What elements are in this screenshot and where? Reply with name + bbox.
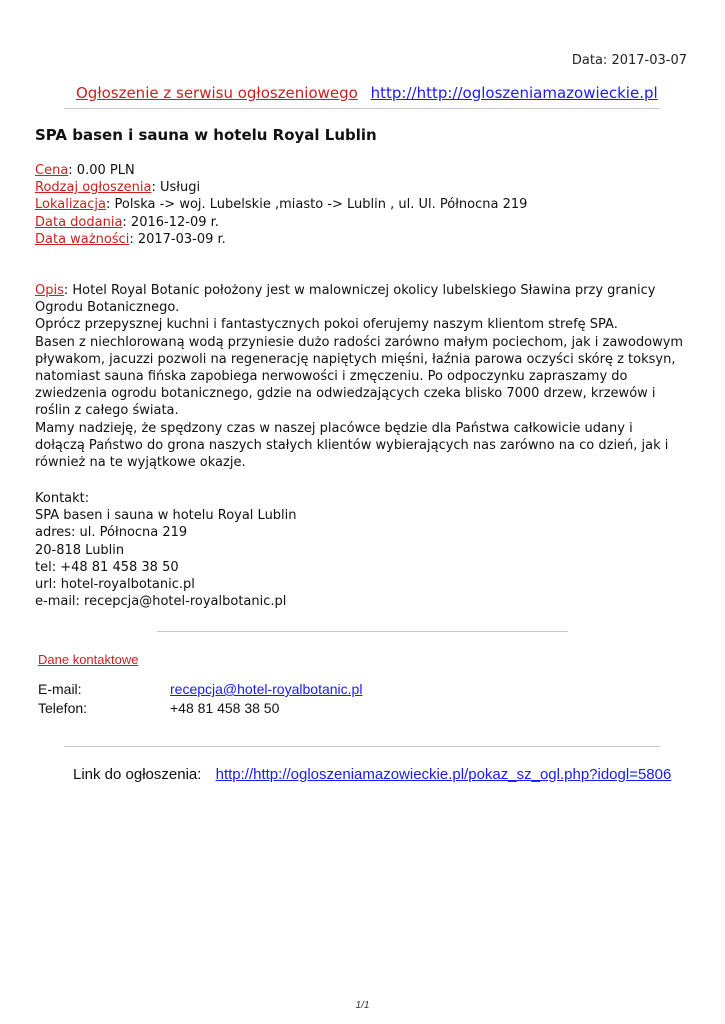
- ad-link-row: [73, 766, 671, 783]
- source-url-link[interactable]: http://http://ogloszeniamazowieckie.pl: [370, 84, 658, 102]
- ad-description: [35, 282, 685, 471]
- description-paragraph: Mamy nadzieję, że spędzony czas w naszej placówce będzie dla Państwa całkowicie udany i dołączą Państwo do grona naszych stałych klientów wybierających nas zarówno na co dzień, jak i również na te wyjątkowe okazje.: [35, 420, 669, 471]
- meta-location: [35, 196, 527, 213]
- price-value: : 0.00 PLN: [68, 163, 135, 178]
- type-label[interactable]: Rodzaj ogłoszenia: [35, 180, 152, 196]
- contact-details-table: [38, 680, 362, 718]
- contact-address: adres: ul. Północna 219: [35, 525, 188, 541]
- email-label: E-mail:: [38, 681, 82, 697]
- contact-url: url: hotel-royalbotanic.pl: [35, 577, 195, 593]
- type-value: : Usługi: [151, 180, 201, 196]
- expiry-value: : 2017-03-09 r.: [129, 231, 226, 247]
- ad-meta: [35, 162, 527, 248]
- contact-heading: Kontakt:: [35, 491, 90, 506]
- location-value: : Polska -> woj. Lubelskie ,miasto -> Lublin , ul. Ul. Północna 219: [105, 197, 528, 213]
- document-date: Data: 2017-03-07: [571, 53, 687, 68]
- description-paragraph: [35, 282, 685, 316]
- description-paragraph: Basen z niechlorowaną wodą przyniesie dużo radości zarówno małym pociechom, jak i zawodowym pływakom, jacuzzi pozwoli na regenerację napiętych mięśni, łaźnia parowa oczyści skórę z toksyn, natomiast sauna fińska zapobiega nerwowości i zmęczeniu. Po odpoczynku zapraszamy do zwiedzenia ogrodu botanicznego, gdzie na odwiedzających czeka blisko 7000 drzew, krzewów i roślin z całego świata.: [35, 334, 684, 419]
- phone-label: Telefon:: [38, 700, 88, 716]
- ad-link-label: Link do ogłoszenia:: [73, 766, 202, 783]
- contact-details-email-row: [38, 680, 362, 699]
- contact-city: 20-818 Lublin: [35, 542, 125, 558]
- description-first: : Hotel Royal Botanic położony jest w malowniczej okolicy lubelskiego Sławina przy granicy Ogrodu Botanicznego.: [35, 283, 656, 316]
- contact-tel: tel: +48 81 458 38 50: [35, 559, 179, 575]
- meta-added: [35, 214, 527, 231]
- meta-expiry: [35, 231, 527, 248]
- divider-top: [64, 108, 660, 109]
- expiry-label[interactable]: Data ważności: [35, 231, 130, 247]
- meta-price: [35, 162, 527, 179]
- contact-block: [35, 490, 297, 610]
- source-header: [76, 84, 658, 102]
- divider-bottom: [64, 746, 660, 747]
- contact-details-title[interactable]: Dane kontaktowe: [38, 652, 139, 667]
- price-label[interactable]: Cena: [35, 163, 69, 178]
- description-paragraph: Oprócz przepysznej kuchni i fantastycznych pokoi oferujemy naszym klientom strefę SPA.: [35, 317, 618, 333]
- location-label[interactable]: Lokalizacja: [35, 197, 106, 213]
- contact-name: SPA basen i sauna w hotelu Royal Lublin: [35, 508, 297, 524]
- meta-type: [35, 179, 527, 196]
- page-number: 1/1: [355, 1000, 370, 1011]
- phone-value: +48 81 458 38 50: [170, 700, 280, 716]
- ad-link-url[interactable]: http://http://ogloszeniamazowieckie.pl/pokaz_sz_ogl.php?idogl=5806: [215, 766, 672, 783]
- divider-middle: [157, 631, 568, 632]
- source-text-link[interactable]: Ogłoszenie z serwisu ogłoszeniowego: [76, 84, 358, 102]
- added-value: : 2016-12-09 r.: [122, 214, 219, 230]
- ad-title: SPA basen i sauna w hotelu Royal Lublin: [35, 126, 377, 144]
- description-label[interactable]: Opis: [35, 283, 64, 298]
- added-label[interactable]: Data dodania: [35, 214, 123, 230]
- contact-email: e-mail: recepcja@hotel-royalbotanic.pl: [35, 594, 287, 610]
- contact-details-phone-row: [38, 699, 362, 718]
- email-link[interactable]: recepcja@hotel-royalbotanic.pl: [170, 681, 363, 697]
